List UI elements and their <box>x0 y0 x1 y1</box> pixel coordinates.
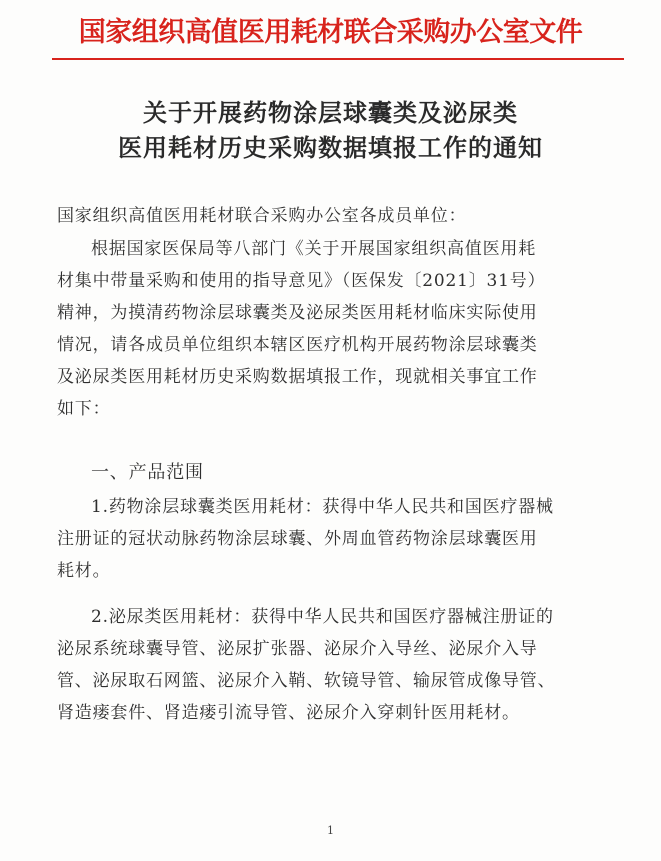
section-heading <box>57 457 607 489</box>
body-line: 精神，为摸清药物涂层球囊类及泌尿类医用耗材临床实际使用 <box>57 303 538 323</box>
section-heading-text: 一、产品范围 <box>91 462 204 483</box>
body-line: 情况，请各成员单位组织本辖区医疗机构开展药物涂层球囊类 <box>57 335 538 355</box>
salutation-text: 国家组织高值医用耗材联合采购办公室各成员单位： <box>57 206 467 226</box>
body-line: 如下： <box>57 399 111 419</box>
list-item-2 <box>57 601 607 729</box>
list-item-1 <box>57 491 607 587</box>
salutation <box>57 200 607 232</box>
item2-line: 2.泌尿类医用耗材：获得中华人民共和国医疗器械注册证的 <box>91 607 554 627</box>
body-line: 材集中带量采购和使用的指导意见》（医保发〔2021〕31号） <box>57 271 546 291</box>
page-number: 1 <box>327 824 334 837</box>
item2-line: 泌尿系统球囊导管、泌尿扩张器、泌尿介入导丝、泌尿介入导 <box>57 639 538 659</box>
body-paragraph <box>57 233 607 425</box>
item2-line: 管、泌尿取石网篮、泌尿介入鞘、软镜导管、输尿管成像导管、 <box>57 671 556 691</box>
body-line: 及泌尿类医用耗材历史采购数据填报工作，现就相关事宜工作 <box>57 367 538 387</box>
document-title-line-1: 关于开展药物涂层球囊类及泌尿类 <box>143 98 518 127</box>
body-line: 根据国家医保局等八部门《关于开展国家组织高值医用耗 <box>91 239 536 259</box>
document-header: 国家组织高值医用耗材联合采购办公室文件 <box>78 17 583 48</box>
document-title-line-2: 医用耗材历史采购数据填报工作的通知 <box>118 133 543 162</box>
item2-line: 肾造瘘套件、肾造瘘引流导管、泌尿介入穿刺针医用耗材。 <box>57 703 520 723</box>
header-red-rule <box>52 58 624 60</box>
item1-line: 1.药物涂层球囊类医用耗材：获得中华人民共和国医疗器械 <box>91 497 554 517</box>
item1-line: 注册证的冠状动脉药物涂层球囊、外周血管药物涂层球囊医用 <box>57 529 538 549</box>
item1-line: 耗材。 <box>57 561 111 581</box>
